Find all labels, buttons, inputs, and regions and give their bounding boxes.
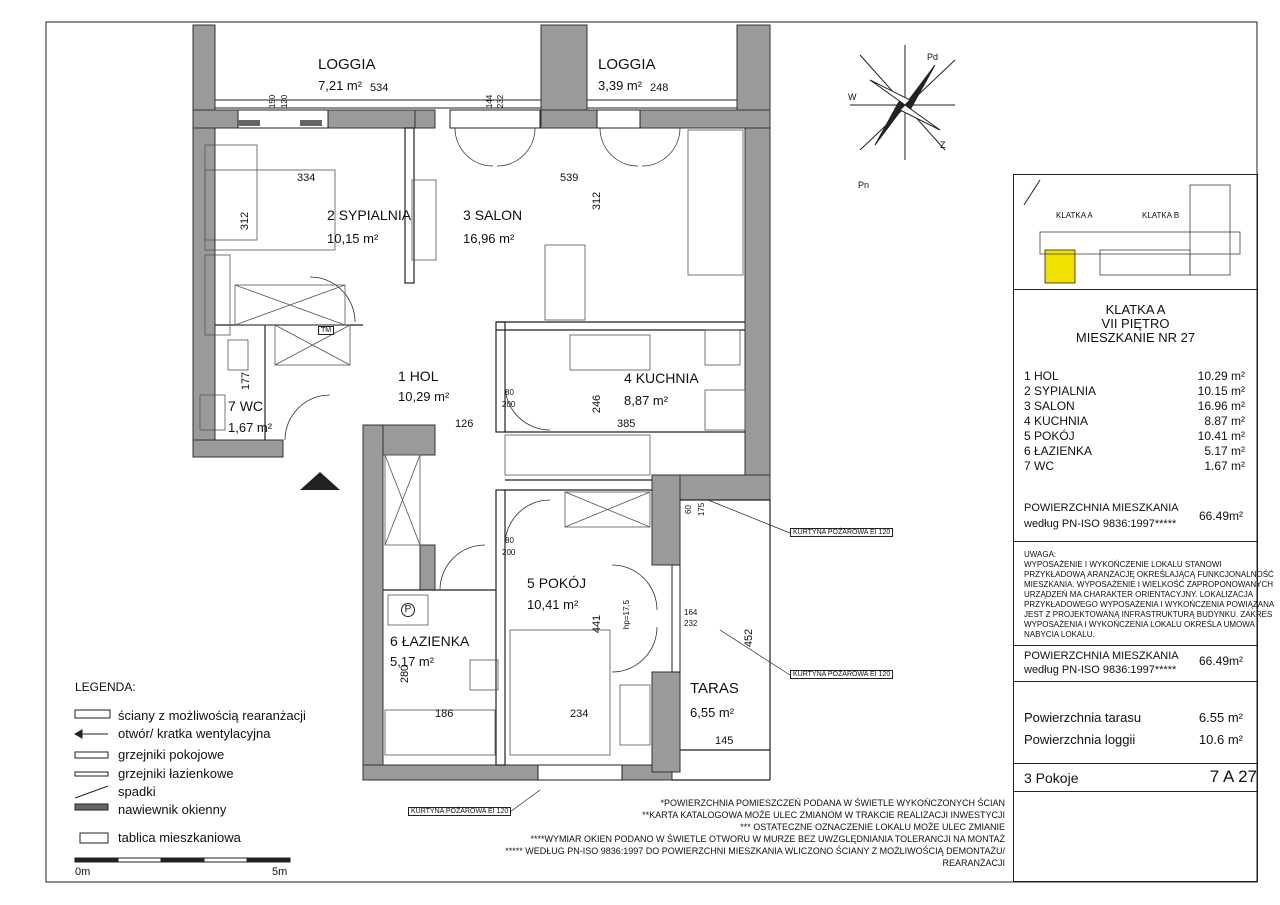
panel-room: 4 KUCHNIA 8.87 m² xyxy=(1024,414,1245,428)
entry-marker xyxy=(300,472,340,490)
room-3-label: 3 SALON xyxy=(463,207,523,223)
room-1-area: 10,29 m² xyxy=(398,389,450,404)
loggia-2-name: LOGGIA xyxy=(598,56,656,73)
legend-item: otwór/ kratka wentylacyjna xyxy=(118,726,271,741)
loggia-label: Powierzchnia loggii xyxy=(1024,732,1136,747)
panel-room: 7 WC 1.67 m² xyxy=(1024,459,1245,473)
compass-label: Z xyxy=(940,140,946,150)
legend-item: ściany z możliwością rearanżacji xyxy=(118,708,306,723)
pow-label: według PN-ISO 9836:1997***** xyxy=(1024,518,1177,530)
taras-area: 6,55 m² xyxy=(690,705,735,720)
walls xyxy=(193,25,770,780)
dim: 232 xyxy=(496,94,506,109)
loggia-1-area: 7,21 m² xyxy=(318,78,363,93)
compass-label: Pd xyxy=(927,52,939,62)
taras-value: 6.55 m² xyxy=(1198,710,1243,725)
pow-label: POWIERZCHNIA MIESZKANIA xyxy=(1024,502,1179,514)
compass-label: W xyxy=(848,92,857,102)
kurtyna-label: KURTYNA POŻAROWA EI 120 xyxy=(790,528,893,537)
dim: 334 xyxy=(297,172,316,184)
room-1-label: 1 HOL xyxy=(398,368,439,384)
room-4-area: 8,87 m² xyxy=(624,393,669,408)
taras-label: Powierzchnia tarasu xyxy=(1024,710,1142,725)
uwaga-title: UWAGA: xyxy=(1024,550,1057,559)
taras-name: TARAS xyxy=(690,680,739,697)
dim: 200 xyxy=(502,400,516,409)
uwaga-line: NABYCIA LOKALU. xyxy=(1024,630,1095,639)
note: ****WYMIAR OKIEN PODANO W ŚWIETLE OTWORU W MURZE BEZ UWZGLĘDNIANIA TOLERANCJI NA MONTAŻ xyxy=(530,834,1005,844)
apartment-code: 7 A 27 xyxy=(1209,767,1257,786)
uwaga-line: JEST Z PROJEKTOWANĄ INFRASTRUKTURĄ BUDYNKU. ZAKRES xyxy=(1024,610,1273,619)
room-2-label: 2 SYPIALNIA xyxy=(327,207,412,223)
panel-title: KLATKA A VII PIĘTRO MIESZKANIE NR 27 xyxy=(1075,302,1196,345)
room-count: 3 Pokoje xyxy=(1024,770,1079,786)
loggia-2-area: 3,39 m² xyxy=(598,78,643,93)
legend-item: spadki xyxy=(118,784,156,799)
info-panel xyxy=(1013,174,1275,882)
legend-title: LEGENDA: xyxy=(75,680,136,694)
dim: 126 xyxy=(455,418,474,430)
dim: 144 xyxy=(485,94,495,109)
klatka-b-label: KLATKA B xyxy=(1142,211,1180,220)
room-6-area: 5,17 m² xyxy=(390,654,435,669)
uwaga-line: WYPOSAŻENIA I WYKOŃCZENIA LOKALU OKREŚLA UMOWA xyxy=(1024,620,1255,629)
dim: 150 xyxy=(268,94,278,109)
room-4-label: 4 KUCHNIA xyxy=(624,370,699,386)
scale-bar xyxy=(75,858,290,862)
note: **KARTA KATALOGOWA MOŻE ULEC ZMIANOM W TRAKCIE REALIZACJI INWESTYCJI xyxy=(642,810,1005,820)
dim: 452 xyxy=(743,628,756,648)
room-7-label: 7 WC xyxy=(228,398,264,414)
pow2-label: według PN-ISO 9836:1997***** xyxy=(1024,664,1177,676)
dim: hp=17,5 xyxy=(622,599,632,630)
loggia-value: 10.6 m² xyxy=(1198,732,1243,747)
room-2-area: 10,15 m² xyxy=(327,231,379,246)
dim: 539 xyxy=(560,172,579,184)
uwaga-line: PRZYKŁADOWĄ ARANŻACJĘ OKREŚLAJĄCĄ FUNKCJONALNOŚĆ xyxy=(1024,570,1274,579)
klatka-a-label: KLATKA A xyxy=(1056,211,1093,220)
dim: 232 xyxy=(684,619,698,628)
legend-item: tablica mieszkaniowa xyxy=(118,830,241,845)
legend-item: grzejniki łazienkowe xyxy=(118,766,234,781)
panel-room: 2 SYPIALNIA 10.15 m² xyxy=(1024,384,1245,398)
panel-room: 6 ŁAZIENKA 5.17 m² xyxy=(1024,444,1245,458)
panel-room: 5 POKÓJ 10.41 m² xyxy=(1024,429,1245,443)
partitions xyxy=(215,128,770,780)
panel-room: 1 HOL 10.29 m² xyxy=(1024,369,1245,383)
windows xyxy=(238,110,680,780)
dim: 177 xyxy=(240,371,253,391)
dim: 80 xyxy=(505,388,514,397)
dim: 175 xyxy=(697,502,707,517)
pow2-value: 66.49m² xyxy=(1198,654,1243,668)
boiler-icon: P xyxy=(401,603,415,617)
uwaga-line: URZĄDZEŃ MA CHARAKTER ORIENTACYJNY. LOKALIZACJA xyxy=(1024,590,1254,599)
dim: 385 xyxy=(617,418,636,430)
room-6-label: 6 ŁAZIENKA xyxy=(390,633,470,649)
room-5-label: 5 POKÓJ xyxy=(527,575,587,591)
dim: 60 xyxy=(683,505,693,514)
note: *POWIERZCHNIA POMIESZCZEŃ PODANA W ŚWIETLE WYKOŃCZONYCH ŚCIAN xyxy=(660,798,1005,808)
dim: 186 xyxy=(435,708,454,720)
uwaga-line: MIESZKANIA. WYPOSAŻENIE I WIELKOŚĆ ZAPROPONOWANYCH xyxy=(1024,580,1274,589)
dim: 248 xyxy=(650,82,669,94)
tm-board: TM xyxy=(318,326,334,335)
room-3-area: 16,96 m² xyxy=(463,231,515,246)
dim: 312 xyxy=(239,211,252,231)
room-5-area: 10,41 m² xyxy=(527,597,579,612)
uwaga-line: PRZYKŁADOWEGO WYPOSAŻENIA I WYKOŃCZENIA POWIĄZANA xyxy=(1024,600,1275,609)
legend-item: nawiewnik okienny xyxy=(118,802,227,817)
scale-end: 5m xyxy=(272,866,288,878)
legend-item: grzejniki pokojowe xyxy=(118,747,225,762)
kurtyna-label: KURTYNA POŻAROWA EI 120 xyxy=(408,807,511,816)
dim: 246 xyxy=(591,394,604,414)
dim: 200 xyxy=(502,548,516,557)
dim: 312 xyxy=(591,191,604,211)
panel-room: 3 SALON 16.96 m² xyxy=(1024,399,1245,413)
dim: 280 xyxy=(399,664,412,684)
compass-label: Pn xyxy=(858,180,870,190)
loggia-1-name: LOGGIA xyxy=(318,56,376,73)
note: *** OSTATECZNE OZNACZENIE LOKALU MOŻE ULEC ZMIANIE xyxy=(740,822,1005,832)
room-7-area: 1,67 m² xyxy=(228,420,273,435)
loggia-lines xyxy=(215,100,737,108)
uwaga-line: WYPOSAŻENIE I WYKOŃCZENIE LOKALU STANOWI xyxy=(1024,560,1222,569)
kurtyna-label: KURTYNA POŻAROWA EI 120 xyxy=(790,670,893,679)
dim: 80 xyxy=(505,536,514,545)
legend-symbols xyxy=(75,710,110,843)
pow2-label: POWIERZCHNIA MIESZKANIA xyxy=(1024,650,1179,662)
scale-start: 0m xyxy=(75,866,91,878)
dim: 145 xyxy=(715,735,734,747)
pow-value: 66.49m² xyxy=(1198,509,1243,523)
dim: 164 xyxy=(684,608,698,617)
note: REARANŻACJI xyxy=(942,858,1005,868)
dim: 534 xyxy=(370,82,389,94)
dim: 120 xyxy=(280,94,290,109)
dim: 234 xyxy=(570,708,589,720)
dim: 441 xyxy=(591,614,604,634)
note: ***** WEDŁUG PN-ISO 9836:1997 DO POWIERZCHNI MIESZKANIA WLICZONO ŚCIANY Z MOŻLIWOŚCIĄ DEMONTAŻU/ xyxy=(505,846,1005,856)
